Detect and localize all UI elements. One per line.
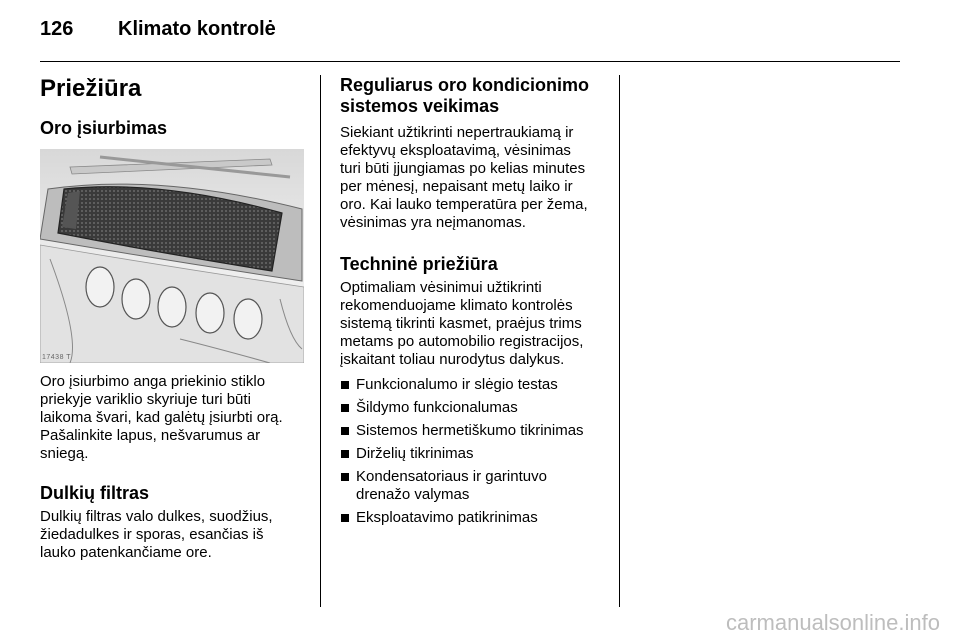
text-line: Optimaliam vėsinimui užtikrinti <box>340 279 542 296</box>
list-item-text: drenažo valymas <box>356 486 470 503</box>
text-line: per mėnesį, nepaisant metų laiko ir <box>340 178 573 195</box>
list-item <box>340 399 608 417</box>
page-number: 126 <box>40 18 74 40</box>
text-line: laikoma švari, kad galėtų įsiurbti orą. <box>40 409 283 426</box>
list-item <box>340 468 608 504</box>
text-line: Dulkių filtras valo dulkes, suodžius, <box>40 508 273 525</box>
text-line: Siekiant užtikrinti nepertraukiamą ir <box>340 124 574 141</box>
list-item-text: Dirželių tikrinimas <box>356 445 474 462</box>
list-item <box>340 376 608 394</box>
text-line: vėsinimas yra neįmanomas. <box>340 214 526 231</box>
text-line: rekomenduojame klimato kontrolės <box>340 297 573 314</box>
text-line: Oro įsiurbimo anga priekinio stiklo <box>40 373 266 390</box>
maintenance-checklist <box>340 376 608 527</box>
list-item <box>340 509 608 527</box>
figure-id-label: 17438 T <box>42 354 72 361</box>
list-item <box>340 422 608 440</box>
text-line: įskaitant toliau nurodytus dalykus. <box>340 351 565 368</box>
heading-line: Reguliarus oro kondicionimo <box>340 75 590 95</box>
chapter-title: Klimato kontrolė <box>118 18 276 40</box>
text-line: metams po automobilio registracijos, <box>340 333 584 350</box>
air-intake-figure <box>40 149 304 363</box>
square-bullet-icon <box>341 404 349 412</box>
square-bullet-icon <box>341 514 349 522</box>
list-item <box>340 445 608 463</box>
dust-filter-paragraph <box>40 508 310 562</box>
section-title: Priežiūra <box>40 75 142 102</box>
text-line: turi būti įjungiamas po kelias minutes <box>340 160 586 177</box>
square-bullet-icon <box>341 450 349 458</box>
header-rule <box>40 61 900 62</box>
watermark: carmanualsonline.info <box>725 610 940 635</box>
heading-line: sistemos veikimas <box>340 96 500 116</box>
text-line: priekyje variklio skyriuje turi būti <box>40 391 251 408</box>
heading-ac-operation <box>340 75 608 117</box>
heading-maintenance: Techninė priežiūra <box>340 254 498 274</box>
square-bullet-icon <box>341 381 349 389</box>
text-line: Pašalinkite lapus, nešvarumus ar <box>40 427 261 444</box>
text-line: sistemą tikrinti kasmet, praėjus trims <box>340 315 582 332</box>
column-divider-left <box>320 75 321 607</box>
right-column <box>340 75 608 532</box>
list-item-text: Eksploatavimo patikrinimas <box>356 509 538 526</box>
list-item-text: Kondensatoriaus ir garintuvo <box>356 468 547 485</box>
maintenance-paragraph <box>340 279 608 369</box>
list-item-text: Funkcionalumo ir slėgio testas <box>356 376 558 393</box>
subsection-title-air-intake: Oro įsiurbimas <box>40 118 168 138</box>
subsection-title-dust-filter: Dulkių filtras <box>40 483 150 503</box>
ac-operation-paragraph <box>340 124 608 232</box>
text-line: oro. Kai lauko temperatūra per žema, <box>340 196 588 213</box>
text-line: efektyvų eksploatavimą, vėsinimas <box>340 142 571 159</box>
left-column <box>40 75 310 562</box>
list-item-text: Šildymo funkcionalumas <box>356 399 518 416</box>
list-item-text: Sistemos hermetiškumo tikrinimas <box>356 422 584 439</box>
engine-air-intake-illustration <box>40 149 304 363</box>
column-divider-right <box>619 75 620 607</box>
square-bullet-icon <box>341 473 349 481</box>
text-line: sniegą. <box>40 445 89 462</box>
text-line: lauko patenkančiame ore. <box>40 544 212 561</box>
text-line: žiedadulkes ir sporas, esančias iš <box>40 526 264 543</box>
air-intake-paragraph <box>40 373 310 463</box>
square-bullet-icon <box>341 427 349 435</box>
